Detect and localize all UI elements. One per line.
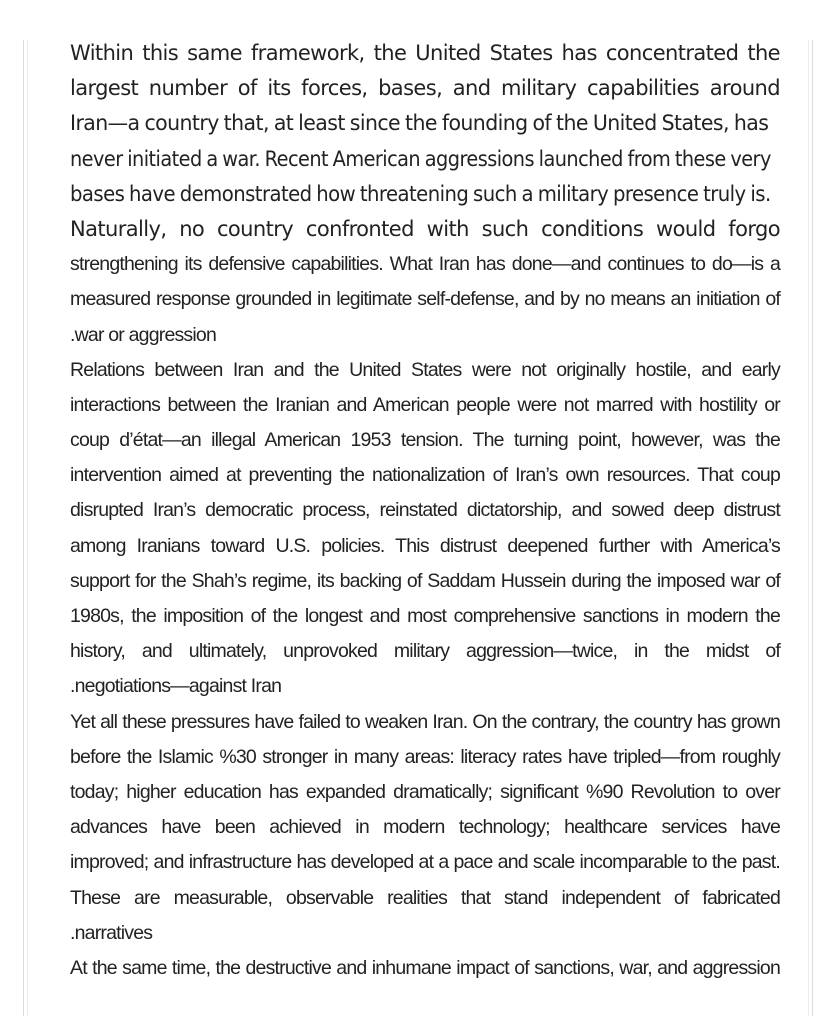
- text-line: advances have been achieved in modern technology; healthcare services have: [70, 816, 780, 839]
- left-border-inner: [27, 40, 28, 1016]
- paragraph-2: [70, 353, 780, 705]
- text-line: .narratives: [70, 921, 153, 944]
- text-line: history, and ultimately, unprovoked military aggression—twice, in the midst of: [70, 640, 780, 663]
- text-line: intervention aimed at preventing the nationalization of Iran’s own resources. That coup: [70, 464, 780, 487]
- text-line: bases have demonstrated how threatening such a military presence truly is.: [70, 181, 771, 206]
- text-line: improved; and infrastructure has developed at a pace and scale incomparable to the past.: [70, 851, 780, 874]
- right-border-inner: [808, 40, 809, 1016]
- text-line: .war or aggression: [70, 323, 217, 346]
- text-line: disrupted Iran’s democratic process, reinstated dictatorship, and sowed deep distrust: [70, 499, 780, 522]
- text-line: coup d’état—an illegal American 1953 tension. The turning point, however, was the: [70, 429, 780, 452]
- text-line: measured response grounded in legitimate self-defense, and by no means an initiation of: [70, 288, 780, 311]
- text-line: Naturally, no country confronted with such conditions would forgo: [70, 216, 780, 241]
- paragraph-4: [70, 951, 780, 986]
- text-line: strengthening its defensive capabilities. What Iran has done—and continues to do—is a: [70, 253, 780, 276]
- text-line: largest number of its forces, bases, and military capabilities around: [70, 76, 780, 101]
- paragraph-3: [70, 705, 780, 951]
- paragraph-1: [70, 36, 780, 353]
- text-line: 1980s, the imposition of the longest and most comprehensive sanctions in modern the: [70, 605, 780, 627]
- text-line: Within this same framework, the United States has concentrated the: [70, 41, 780, 65]
- text-line: .negotiations—against Iran: [70, 675, 282, 698]
- text-line: never initiated a war. Recent American aggressions launched from these very: [70, 146, 771, 171]
- text-line: among Iranians toward U.S. policies. This distrust deepened further with America’s: [70, 534, 780, 557]
- text-line: These are measurable, observable realities that stand independent of fabricated: [70, 886, 780, 909]
- text-line: support for the Shah’s regime, its backing of Saddam Hussein during the imposed war of: [70, 569, 780, 592]
- left-border: [23, 40, 24, 1016]
- text-line: At the same time, the destructive and inhumane impact of sanctions, war, and aggression: [70, 956, 780, 979]
- document-body: [70, 36, 780, 986]
- text-line: Iran—a country that, at least since the founding of the United States, has: [70, 111, 769, 136]
- text-line: today; higher education has expanded dramatically; significant %90 Revolution to over: [70, 780, 780, 803]
- text-line: interactions between the Iranian and American people were not marred with hostility or: [70, 393, 780, 416]
- text-line: before the Islamic %30 stronger in many areas: literacy rates have tripled—from roughly: [70, 745, 780, 768]
- text-line: Relations between Iran and the United States were not originally hostile, and early: [70, 358, 780, 381]
- text-line: Yet all these pressures have failed to weaken Iran. On the contrary, the country has grown: [70, 710, 780, 733]
- right-border: [812, 40, 813, 1016]
